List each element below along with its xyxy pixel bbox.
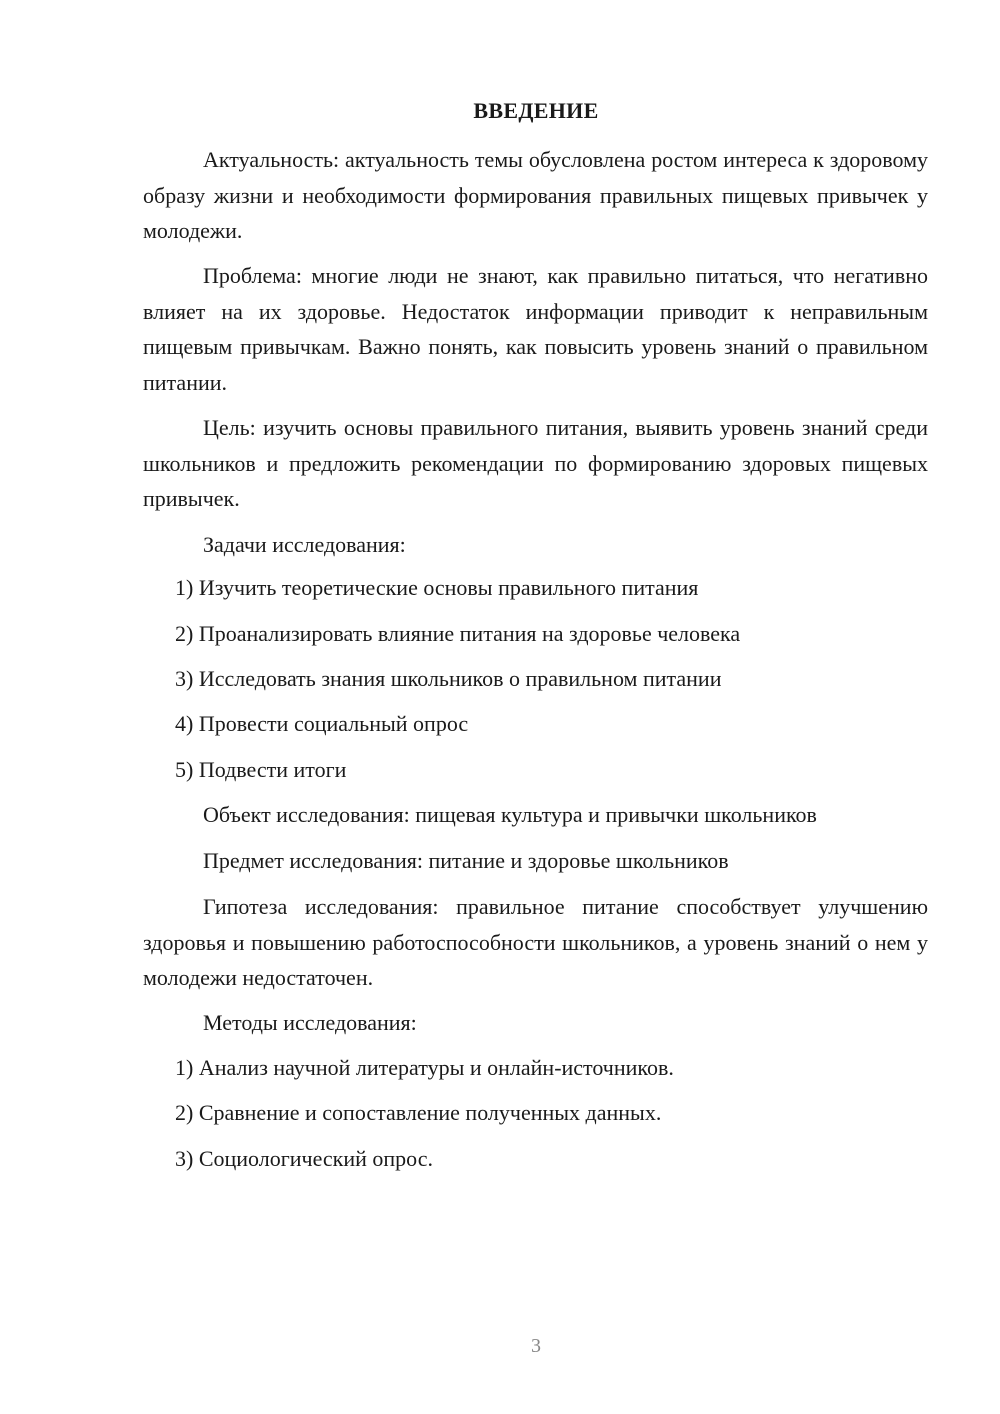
research-object: Объект исследования: пищевая культура и привычки школьников [203,802,817,827]
goal-paragraph: Цель: изучить основы правильного питания, выявить уровень знаний среди школьников и предложить рекомендации по формированию здоровых пищевых привычек. [143,415,928,511]
tasks-title: Задачи исследования: [203,532,406,557]
hypothesis-paragraph: Гипотеза исследования: правильное питание способствует улучшению здоровья и повышению работоспособности школьников, а уровень знаний о нем у молодежи недостаточен. [143,894,928,990]
page-number: 3 [531,1335,541,1357]
list-item: 5) Подвести итоги [175,757,347,782]
list-item: 1) Анализ научной литературы и онлайн-источников. [175,1055,674,1080]
relevance-paragraph: Актуальность: актуальность темы обусловлена ростом интереса к здоровому образу жизни и необходимости формирования правильных пищевых привычек у молодежи. [143,147,928,243]
list-item: 4) Провести социальный опрос [175,711,469,736]
list-item: 2) Сравнение и сопоставление полученных данных. [175,1100,662,1125]
list-item: 3) Социологический опрос. [175,1146,433,1171]
list-item: 3) Исследовать знания школьников о правильном питании [175,666,722,691]
list-item: 2) Проанализировать влияние питания на здоровье человека [175,621,741,646]
research-subject: Предмет исследования: питание и здоровье школьников [203,848,729,873]
problem-paragraph: Проблема: многие люди не знают, как правильно питаться, что негативно влияет на их здоровье. Недостаток информации приводит к неправильным пищевым привычкам. Важно понять, как повысить уровень знаний о правильном питании. [143,263,928,395]
page-title: ВВЕДЕНИЕ [473,98,599,123]
methods-title: Методы исследования: [203,1010,417,1035]
list-item: 1) Изучить теоретические основы правильного питания [175,575,699,600]
